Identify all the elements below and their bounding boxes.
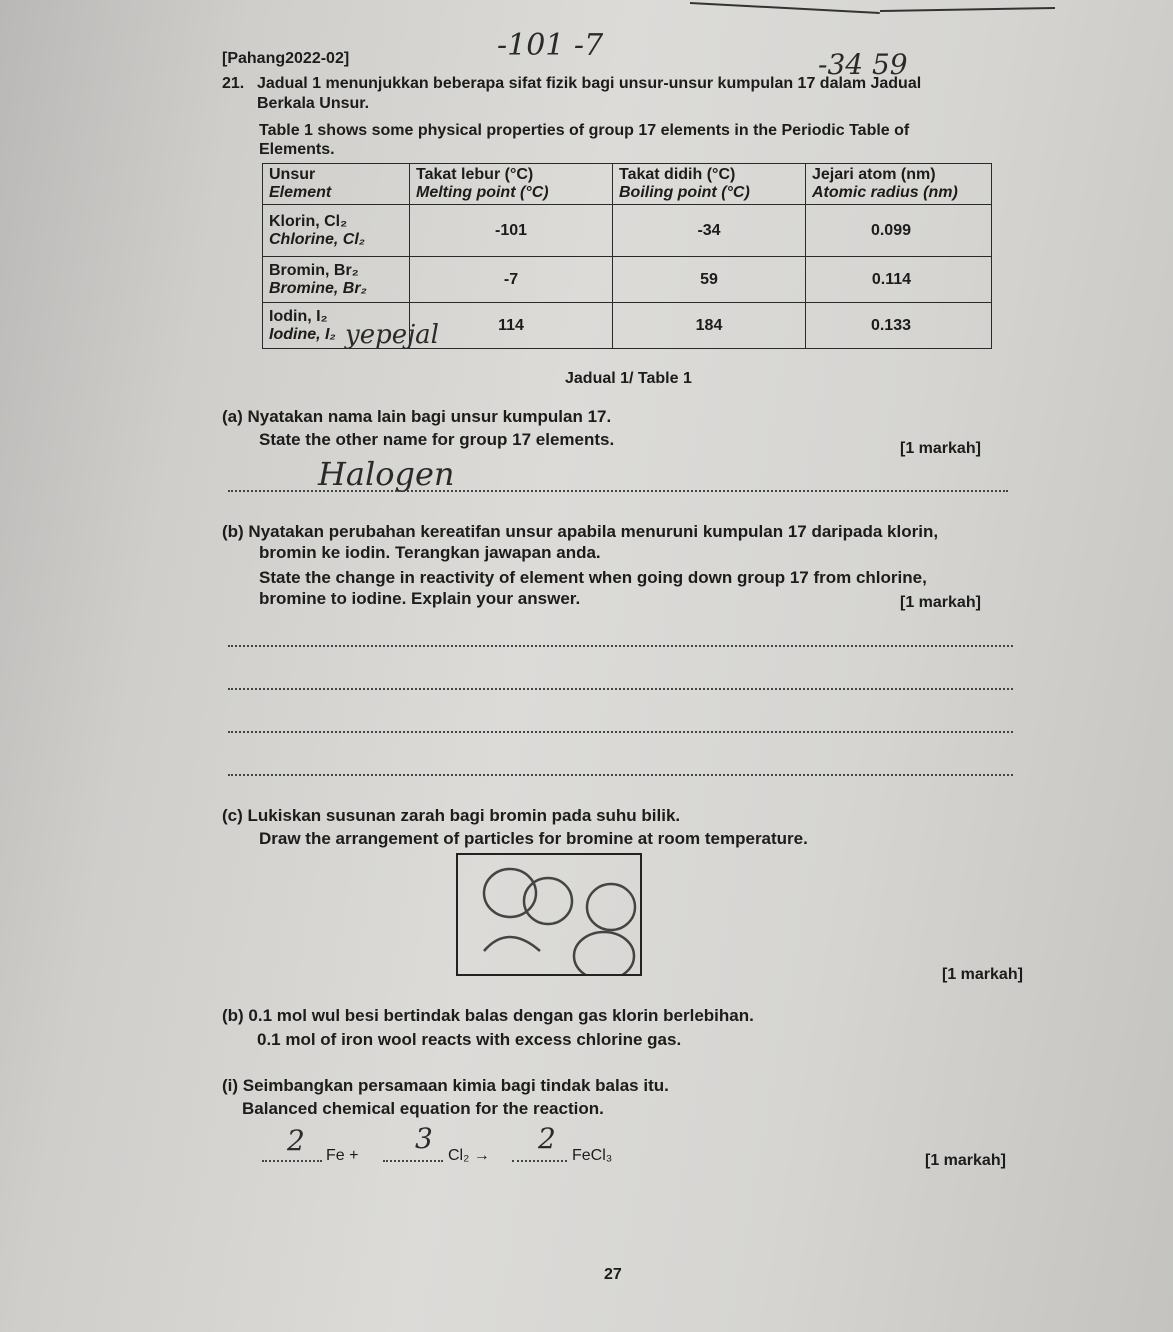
part-b-question-en-2: bromine to iodine. Explain your answer. [259,589,581,608]
element-cell: Bromin, Br₂ Bromine, Br₂ [263,257,410,303]
part-a-question-ms: (a) Nyatakan nama lain bagi unsur kumpulan 17. [222,407,612,426]
header-cell: Takat lebur (°C) Melting point (°C) [410,164,613,205]
particle-circle [484,937,540,951]
header-cell: Takat didih (°C) Boiling point (°C) [613,164,806,205]
particle-circle [587,884,635,930]
table-header-row [263,164,992,205]
question-intro-ms-2: Berkala Unsur. [257,95,370,112]
header-cell: Unsur Element [263,164,410,205]
part-d-sub-en: Balanced chemical equation for the reaction. [242,1099,604,1118]
part-d-sub-ms: (i) Seimbangkan persamaan kimia bagi tindak balas itu. [222,1076,669,1095]
part-a-answer[interactable]: Halogen [318,455,455,493]
answer-line[interactable] [228,645,1013,647]
part-d-marks: [1 markah] [925,1152,1006,1169]
question-intro-en: Table 1 shows some physical properties of group 17 elements in the Periodic Table of [259,122,910,139]
part-c-marks: [1 markah] [942,966,1023,983]
table-row [263,257,992,303]
radius-cell: 0.133 [806,303,992,349]
part-c-question-ms: (c) Lukiskan susunan zarah bagi bromin pada suhu bilik. [222,806,681,825]
particle-circle [574,932,634,974]
equation-fe: Fe + [326,1147,359,1164]
answer-line[interactable] [228,774,1013,776]
answer-line[interactable] [228,688,1013,690]
pencil-scribble [690,2,880,14]
part-a-question-en: State the other name for group 17 elements. [259,430,615,449]
radius-cell: 0.114 [806,257,992,303]
coefficient-blank-fe[interactable] [262,1160,322,1162]
part-a-marks: [1 markah] [900,440,981,457]
coefficient-fe: 2 [287,1124,305,1157]
answer-line[interactable] [228,490,1008,492]
question-number: 21. [222,75,245,92]
coefficient-fecl: 2 [538,1122,556,1155]
melting-cell: -101 [410,205,613,257]
boiling-cell: -34 [613,205,806,257]
melting-cell: -7 [410,257,613,303]
table-caption: Jadual 1/ Table 1 [565,370,692,387]
radius-cell: 0.099 [806,205,992,257]
coefficient-blank-cl[interactable] [383,1160,443,1162]
part-c-question-en: Draw the arrangement of particles for bromine at room temperature. [259,829,808,848]
handwritten-note-top-right: -34 59 [818,48,908,81]
drawing-box[interactable] [456,853,642,976]
particle-circle [524,878,572,924]
pencil-scribble [880,7,1055,12]
melting-cell: 114 [410,303,613,349]
handwritten-table-note: yepejal [345,320,439,350]
equation-cl: Cl₂ → [448,1147,490,1164]
answer-line[interactable] [228,731,1013,733]
question-intro-ms: Jadual 1 menunjukkan beberapa sifat fizik bagi unsur-unsur kumpulan 17 dalam Jadual [257,75,922,92]
part-d-question-ms: (b) 0.1 mol wul besi bertindak balas dengan gas klorin berlebihan. [222,1006,754,1025]
element-cell: Iodin, I₂ Iodine, I₂ [263,303,410,349]
handwritten-note-top-left: -101 -7 [497,28,604,63]
table-row [263,205,992,257]
element-cell: Klorin, Cl₂ Chlorine, Cl₂ [263,205,410,257]
part-b-question-ms: (b) Nyatakan perubahan kereatifan unsur apabila menuruni kumpulan 17 daripada klorin, [222,522,939,541]
coefficient-cl: 3 [415,1122,433,1155]
header-cell: Jejari atom (nm) Atomic radius (nm) [806,164,992,205]
equation-fecl: FeCl₃ [572,1147,613,1164]
particle-circle [484,869,536,917]
coefficient-blank-fecl[interactable] [512,1160,567,1162]
part-b-question-en: State the change in reactivity of element when going down group 17 from chlorine, [259,568,927,587]
boiling-cell: 59 [613,257,806,303]
question-intro-en-2: Elements. [259,141,335,158]
particle-drawing [458,855,640,974]
part-d-question-en: 0.1 mol of iron wool reacts with excess chlorine gas. [257,1030,682,1049]
source-tag: [Pahang2022-02] [222,50,350,67]
boiling-cell: 184 [613,303,806,349]
part-b-question-ms-2: bromin ke iodin. Terangkan jawapan anda. [259,543,601,562]
page-number: 27 [604,1266,622,1283]
part-b-marks: [1 markah] [900,594,981,611]
